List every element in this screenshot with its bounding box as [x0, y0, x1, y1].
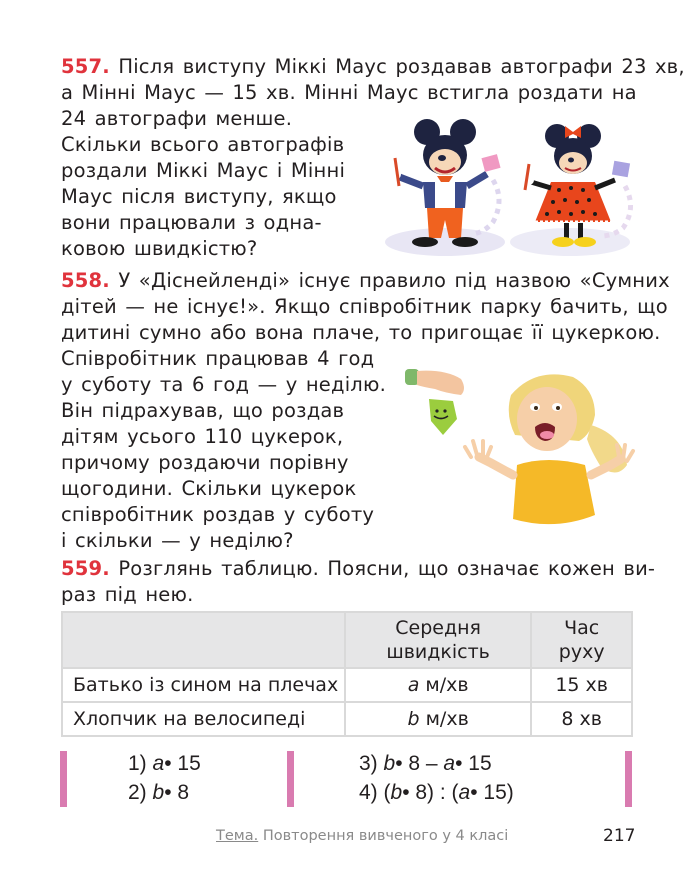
accent-bar-left: [60, 751, 67, 807]
p557-line-2: а Мінні Маус — 15 хв. Мінні Маус встигла роздати на: [61, 81, 637, 104]
p557-line-3: 24 автографи менше.: [61, 107, 293, 130]
p558-line-11: і скільки — у неділю?: [61, 529, 294, 552]
p557-line-4: Скільки всього автографів: [61, 133, 345, 156]
topic-label: Тема.: [216, 828, 259, 844]
p559-line-2: раз під нею.: [61, 583, 194, 606]
expression-2: 2) b• 8: [128, 781, 190, 804]
crying-girl-icon: [465, 374, 633, 524]
header-speed: Середня швидкість: [345, 612, 531, 668]
p558-line-5: у суботу та 6 год — у неділю.: [61, 373, 386, 396]
p557-line-6: Маус після виступу, якщо: [61, 185, 337, 208]
p558-line-9: щогодини. Скільки цукерок: [61, 477, 357, 500]
accent-bar-middle: [287, 751, 294, 807]
accent-bar-right: [625, 751, 632, 807]
expression-4: 4) (b• 8) : (a• 15): [359, 781, 514, 804]
girl-candy-illustration: [395, 355, 640, 540]
page-footer-topic: Тема. Повторення вивченого у 4 класі: [216, 828, 509, 844]
expression-1: 1) a• 15: [128, 752, 201, 775]
table-header-row: [62, 612, 632, 668]
p557-line-7: вони працювали з одна-: [61, 211, 322, 234]
problem-number-558: 558.: [61, 269, 110, 292]
p559-line-1: 559. Розглянь таблицю. Поясни, що означає кожен ви-: [61, 557, 656, 580]
p558-line-1: 558. У «Діснейленді» існує правило під назвою «Сумних: [61, 269, 670, 292]
page-number: 217: [603, 826, 636, 846]
p558-line-7: дітям усього 110 цукерок,: [61, 425, 344, 448]
p558-line-2: дітей — не існує!». Якщо співробітник парку бачить, що: [61, 295, 668, 318]
p558-line-4: Співробітник працював 4 год: [61, 347, 375, 370]
p557-line-5: роздали Міккі Маус і Мінні: [61, 159, 346, 182]
candy-hand-icon: [405, 369, 464, 435]
expression-3: 3) b• 8 – a• 15: [359, 752, 492, 775]
problem-number-559: 559.: [61, 557, 110, 580]
problem-number-557: 557.: [61, 55, 110, 78]
p557-line-1: 557. Після виступу Міккі Маус роздавав автографи 23 хв,: [61, 55, 685, 78]
speed-time-table: [61, 611, 633, 737]
table-row: Батько із сином на плечах a м/хв 15 хв: [62, 668, 632, 702]
p558-line-3: дитині сумно або вона плаче, то пригощає її цукеркою.: [61, 321, 661, 344]
header-empty: [62, 612, 345, 668]
mickey-icon: [389, 119, 501, 247]
mickey-minnie-illustration: [375, 110, 645, 260]
table-row: Хлопчик на велосипеді b м/хв 8 хв: [62, 702, 632, 736]
p558-line-10: співробітник роздав у суботу: [61, 503, 375, 526]
p558-line-8: причому роздаючи порівну: [61, 451, 349, 474]
p558-line-6: Він підрахував, що роздав: [61, 399, 345, 422]
header-time: Час руху: [531, 612, 632, 668]
p557-line-8: ковою швидкістю?: [61, 237, 258, 260]
